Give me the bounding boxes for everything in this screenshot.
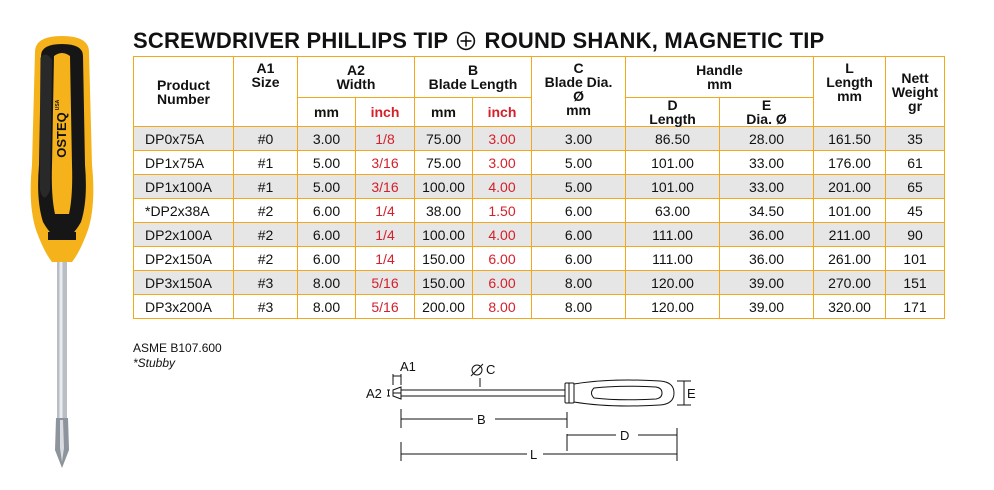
header-a1-size: A1 Size (234, 57, 298, 127)
table-cell: 4.00 (473, 223, 532, 247)
table-cell: 6.00 (473, 247, 532, 271)
title-main: SCREWDRIVER PHILLIPS TIP (133, 28, 448, 53)
screwdriver-product-image (0, 0, 124, 490)
table-cell: #0 (234, 127, 298, 151)
header-nett-weight: Nett Weight gr (886, 57, 945, 127)
table-cell: 38.00 (415, 199, 473, 223)
table-cell: 120.00 (626, 271, 720, 295)
diagram-label-l: L (530, 447, 538, 462)
table-cell: 34.50 (720, 199, 814, 223)
stubby-note: *Stubby (133, 356, 176, 370)
diagram-label-e: E (687, 386, 696, 401)
table-cell: #2 (234, 199, 298, 223)
table-cell: DP1x75A (134, 151, 234, 175)
table-cell: DP2x150A (134, 247, 234, 271)
table-cell: 200.00 (415, 295, 473, 319)
table-cell: 39.00 (720, 271, 814, 295)
table-cell: 161.50 (814, 127, 886, 151)
table-cell: 150.00 (415, 271, 473, 295)
table-cell: 5.00 (532, 151, 626, 175)
header-c-blade-dia: C Blade Dia. Ø mm (532, 57, 626, 127)
table-cell: 3/16 (356, 151, 415, 175)
table-cell: 1/4 (356, 223, 415, 247)
diagram-label-a1: A1 (400, 359, 416, 374)
standard-note: ASME B107.600 (133, 341, 222, 355)
table-cell: 120.00 (626, 295, 720, 319)
table-cell: 151 (886, 271, 945, 295)
table-cell: 5.00 (298, 175, 356, 199)
table-cell: #2 (234, 247, 298, 271)
page-title (133, 28, 824, 54)
table-cell: 6.00 (298, 247, 356, 271)
header-product-number: Product Number (134, 57, 234, 127)
table-row (134, 295, 945, 319)
table-cell: 101.00 (626, 175, 720, 199)
diagram-label-a2: A2 (366, 386, 382, 401)
table-row (134, 151, 945, 175)
table-cell: 61 (886, 151, 945, 175)
header-b-inch: inch (473, 98, 532, 127)
table-cell: 6.00 (532, 223, 626, 247)
table-cell: 8.00 (473, 295, 532, 319)
table-cell: 6.00 (473, 271, 532, 295)
table-cell: DP0x75A (134, 127, 234, 151)
table-cell: 270.00 (814, 271, 886, 295)
table-cell: 65 (886, 175, 945, 199)
header-handle: Handle mm (626, 57, 814, 98)
table-cell: #2 (234, 223, 298, 247)
table-cell: 101.00 (814, 199, 886, 223)
table-cell: 101 (886, 247, 945, 271)
table-cell: 261.00 (814, 247, 886, 271)
table-cell: 1.50 (473, 199, 532, 223)
table-row (134, 127, 945, 151)
header-a2-width: A2 Width (298, 57, 415, 98)
table-cell: 6.00 (532, 199, 626, 223)
phillips-tip-icon (456, 31, 476, 51)
diagram-label-b: B (477, 412, 486, 427)
spec-table-body (134, 127, 945, 319)
table-row (134, 175, 945, 199)
table-cell: 63.00 (626, 199, 720, 223)
table-row (134, 223, 945, 247)
header-e-dia: E Dia. Ø (720, 98, 814, 127)
table-cell: DP3x150A (134, 271, 234, 295)
table-cell: 6.00 (298, 223, 356, 247)
brand-logo-text: OSTEQ (54, 112, 69, 158)
table-cell: 1/8 (356, 127, 415, 151)
table-cell: 75.00 (415, 127, 473, 151)
table-cell: 86.50 (626, 127, 720, 151)
dimension-diagram (360, 354, 700, 466)
table-cell: 100.00 (415, 175, 473, 199)
table-cell: 1/4 (356, 247, 415, 271)
header-l-length: L Length mm (814, 57, 886, 127)
table-cell: 36.00 (720, 247, 814, 271)
table-cell: 320.00 (814, 295, 886, 319)
table-cell: *DP2x38A (134, 199, 234, 223)
diameter-symbol-stroke (471, 364, 483, 376)
header-a2-inch: inch (356, 98, 415, 127)
table-cell: 3/16 (356, 175, 415, 199)
header-d-length: D Length (626, 98, 720, 127)
table-cell: 111.00 (626, 223, 720, 247)
diagram-label-d: D (620, 428, 630, 443)
table-row (134, 271, 945, 295)
table-cell: 75.00 (415, 151, 473, 175)
table-cell: 201.00 (814, 175, 886, 199)
table-cell: 1/4 (356, 199, 415, 223)
table-cell: 5.00 (532, 175, 626, 199)
table-cell: 150.00 (415, 247, 473, 271)
header-a2-mm: mm (298, 98, 356, 127)
table-cell: 8.00 (532, 295, 626, 319)
table-cell: #3 (234, 271, 298, 295)
table-cell: 3.00 (473, 127, 532, 151)
table-cell: 6.00 (298, 199, 356, 223)
brand-logo-suffix: USA (55, 99, 61, 111)
table-cell: 28.00 (720, 127, 814, 151)
table-cell: DP1x100A (134, 175, 234, 199)
table-row (134, 199, 945, 223)
table-cell: 5/16 (356, 295, 415, 319)
table-cell: #1 (234, 175, 298, 199)
table-cell: 6.00 (532, 247, 626, 271)
spec-table (133, 56, 945, 319)
table-cell: 171 (886, 295, 945, 319)
table-cell: 111.00 (626, 247, 720, 271)
table-cell: 45 (886, 199, 945, 223)
table-cell: 5/16 (356, 271, 415, 295)
table-cell: 36.00 (720, 223, 814, 247)
table-cell: 8.00 (298, 295, 356, 319)
header-b-blade-length: B Blade Length (415, 57, 532, 98)
table-cell: 90 (886, 223, 945, 247)
table-cell: 33.00 (720, 151, 814, 175)
table-cell: #1 (234, 151, 298, 175)
table-cell: 211.00 (814, 223, 886, 247)
table-cell: #3 (234, 295, 298, 319)
table-row (134, 247, 945, 271)
table-cell: 8.00 (532, 271, 626, 295)
table-cell: 3.00 (532, 127, 626, 151)
table-cell: 101.00 (626, 151, 720, 175)
diagram-label-c: C (486, 362, 496, 377)
title-sub: ROUND SHANK, MAGNETIC TIP (484, 28, 825, 53)
table-cell: DP3x200A (134, 295, 234, 319)
table-cell: 4.00 (473, 175, 532, 199)
table-cell: 8.00 (298, 271, 356, 295)
table-cell: 3.00 (473, 151, 532, 175)
table-cell: DP2x100A (134, 223, 234, 247)
table-cell: 3.00 (298, 127, 356, 151)
table-cell: 35 (886, 127, 945, 151)
table-cell: 100.00 (415, 223, 473, 247)
table-cell: 39.00 (720, 295, 814, 319)
table-cell: 5.00 (298, 151, 356, 175)
table-cell: 176.00 (814, 151, 886, 175)
table-cell: 33.00 (720, 175, 814, 199)
header-b-mm: mm (415, 98, 473, 127)
